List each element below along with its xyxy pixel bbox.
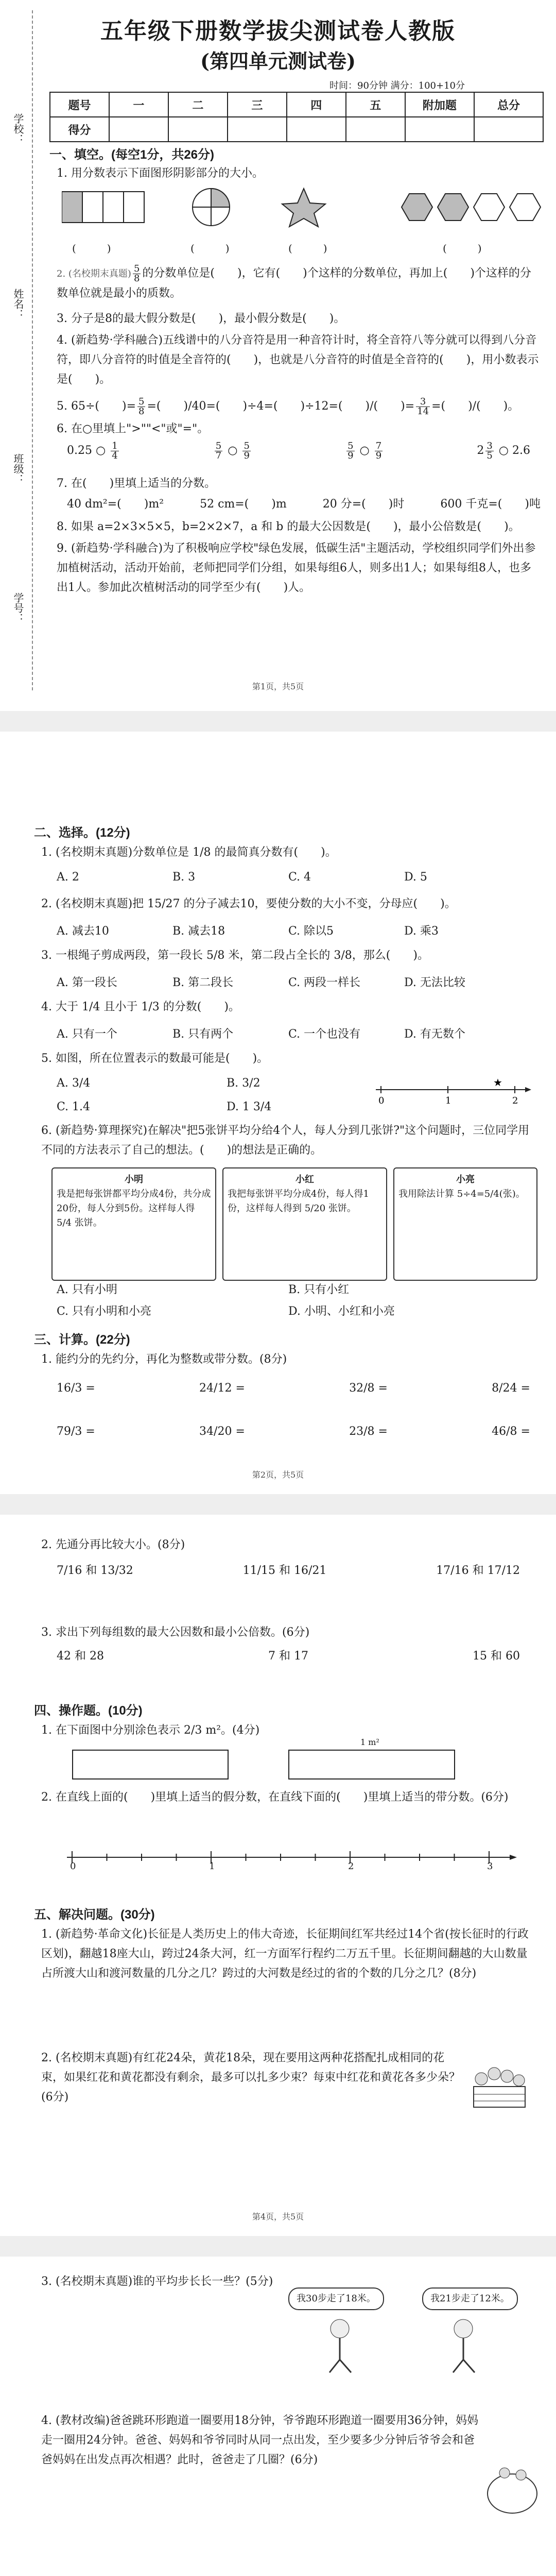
area-label: 1 m² — [360, 1737, 379, 1747]
option[interactable]: C. 两段一样长 — [288, 976, 361, 989]
q2-5-opt-b[interactable]: B. 3/2 — [227, 1077, 260, 1090]
section-4-title: 四、操作题。(10分) — [34, 1704, 143, 1718]
question-5-3: 3. (名校期末真题)谁的平均步长长一些？(5分) — [41, 2275, 273, 2288]
q2-5-opt-a[interactable]: A. 3/4 — [57, 1077, 91, 1090]
seat-label: 学号： — [12, 592, 23, 623]
question-2-4: 4. 大于 1/4 且小于 1/3 的分数( )。 — [41, 1001, 240, 1013]
q1-blank[interactable]: ( ) — [443, 242, 482, 255]
score-cell[interactable] — [109, 117, 168, 142]
hexagon-figures — [402, 194, 541, 221]
score-header: 附加题 — [405, 92, 474, 117]
question-2-6: 6. (新趋势·算理探究)在解决"把5张饼平均分给4个人，每人分到几张饼?"这个问题时，三位同学用不同的方法表示了自己的想法。( )的想法是正确的。 — [41, 1124, 530, 1157]
question-2-1: 1. (名校期末真题)分数单位是 1/8 的最简真分数有( )。 — [41, 846, 337, 859]
q5-part: =( )/( )。 — [431, 400, 519, 413]
question-1-5 — [57, 397, 541, 416]
svg-text:0: 0 — [378, 1095, 385, 1106]
speech-bubble-2: 我21步走了12米。 — [422, 2287, 518, 2310]
card-name: 小亮 — [456, 1174, 475, 1185]
option[interactable]: A. 只有小明 — [57, 1283, 117, 1296]
calc-row-1 — [57, 1379, 530, 1398]
card-name: 小明 — [125, 1174, 143, 1185]
question-1-3: 3. 分子是8的最大假分数是( )，最小假分数是( )。 — [57, 312, 345, 325]
option[interactable]: B. 只有两个 — [172, 1028, 234, 1041]
option[interactable]: A. 第一段长 — [57, 976, 117, 989]
compare-row — [67, 441, 530, 461]
option[interactable]: D. 有无数个 — [404, 1028, 465, 1041]
option[interactable]: C. 除以5 — [288, 925, 334, 938]
question-1-1: 1. 用分数表示下面图形阴影部分的大小。 — [57, 167, 264, 180]
score-cell[interactable] — [228, 117, 287, 142]
binding-line — [32, 10, 33, 690]
frac-pair: 7/16 和 13/32 — [57, 1564, 133, 1577]
fraction-figures — [62, 187, 546, 238]
option[interactable]: B. 3 — [172, 871, 196, 884]
num-pair: 15 和 60 — [473, 1650, 520, 1663]
calc-item: 8/24 = — [492, 1382, 530, 1395]
fraction-3-14: $\frac{3}{14}$ — [417, 396, 429, 417]
xiaoming-card — [51, 1167, 216, 1281]
compare-item: $\frac{5}{7}$ ○ $\frac{5}{9}$ — [215, 440, 250, 461]
unit-row — [67, 495, 541, 514]
frac-pair: 11/15 和 16/21 — [242, 1564, 327, 1577]
option[interactable]: C. 只有小明和小亮 — [57, 1305, 152, 1318]
question-3-2: 2. 先通分再比较大小。(8分) — [41, 1538, 185, 1551]
flower-basket-illustration — [463, 2056, 535, 2117]
section-3-title: 三、计算。(22分) — [34, 1333, 130, 1347]
school-label: 学校： — [12, 113, 23, 144]
number-line — [62, 1834, 525, 1880]
xiaoliang-card — [393, 1167, 537, 1281]
option[interactable]: D. 无法比较 — [404, 976, 465, 989]
card-text: 我是把每张饼都平均分成4份，共分成20份，每人分到5份。这样每人得 5/4 张饼。 — [57, 1189, 211, 1228]
svg-text:2: 2 — [512, 1095, 518, 1106]
star-figure — [282, 189, 325, 227]
section-1-title: 一、填空。(每空1分，共26分) — [49, 148, 215, 162]
score-header: 二 — [168, 92, 228, 117]
shade-rect-1[interactable] — [72, 1750, 229, 1780]
shade-rect-2[interactable] — [288, 1750, 455, 1780]
number-line-small — [371, 1077, 535, 1108]
score-header: 五 — [346, 92, 405, 117]
question-2-3: 3. 一根绳子剪成两段，第一段长 5/8 米，第二段占全长的 3/8，那么( )。 — [41, 949, 429, 962]
page-number: 第2页，共5页 — [252, 1470, 304, 1480]
score-table — [49, 92, 544, 142]
compare-item: $\frac{5}{9}$ ○ $\frac{7}{9}$ — [348, 440, 382, 461]
card-text: 我用除法计算 5÷4=5/4(张)。 — [398, 1189, 525, 1199]
question-5-1: 1. (新趋势·革命文化)长征是人类历史上的伟大奇迹，长征期间红军共经过14个省(按长征时的行政区划)，翻越18座大山，跨过24条大河，红一方面军行程约二万五千里。长征期间翻越的大山数量占所渡大山和渡河数量的几分之几？跨过的大河数是经过的省的个数的几分之几？(8分) — [41, 1928, 529, 1980]
q1-blank[interactable]: ( ) — [288, 242, 327, 255]
score-cell[interactable] — [168, 117, 228, 142]
calc-item: 24/12 = — [199, 1382, 245, 1395]
unit-item: 600 千克=( )吨 — [440, 498, 541, 511]
calc-row-2 — [57, 1422, 530, 1442]
speech-bubble-1: 我30步走了18米。 — [288, 2287, 384, 2310]
option[interactable]: B. 只有小红 — [288, 1283, 350, 1296]
gcd-row — [57, 1647, 520, 1666]
page-subtitle: (第四单元测试卷) — [200, 49, 356, 73]
q2-1-options — [57, 871, 520, 884]
svg-text:1: 1 — [445, 1095, 451, 1106]
calc-item: 32/8 = — [349, 1382, 388, 1395]
calc-item: 46/8 = — [492, 1425, 530, 1438]
nl-label: 1 — [209, 1861, 215, 1872]
runners-illustration — [484, 2458, 541, 2519]
section-5-title: 五、解决问题。(30分) — [34, 1908, 155, 1922]
name-label: 班级： — [12, 453, 23, 484]
compare-item: 0.25 ○ $\frac{1}{4}$ — [67, 440, 118, 461]
score-header: 三 — [228, 92, 287, 117]
xiaohong-card — [222, 1167, 387, 1281]
score-cell[interactable] — [287, 117, 346, 142]
score-cell[interactable] — [405, 117, 474, 142]
q2-5-opt-d[interactable]: D. 1 3/4 — [227, 1100, 272, 1113]
q5-part: =( )/40=( )÷4=( )÷12=( )/( )= — [147, 400, 415, 413]
calc-item: 23/8 = — [349, 1425, 388, 1438]
question-1-7: 7. 在( )里填上适当的分数。 — [57, 477, 216, 490]
option[interactable]: D. 小明、小红和小亮 — [288, 1305, 395, 1318]
q1-blank[interactable]: ( ) — [72, 242, 111, 255]
option[interactable]: C. 4 — [288, 871, 311, 884]
q2-text: 的分数单位是( )，它有( )个这样的分数单位，再加上( )个这样的分数单位就是最小的质数。 — [57, 267, 531, 300]
q2-tag: 2. (名校期末真题) — [57, 268, 131, 279]
children-illustration — [309, 2313, 525, 2375]
page-title: 五年级下册数学拔尖测试卷人教版 — [100, 18, 456, 44]
option[interactable]: B. 第二段长 — [172, 976, 234, 989]
question-2-2: 2. (名校期末真题)把 15/27 的分子减去10，要使分数的大小不变，分母应( )。 — [41, 897, 456, 910]
question-3-1: 1. 能约分的先约分，再化为整数或带分数。(8分) — [41, 1353, 287, 1366]
svg-text:★: ★ — [493, 1077, 502, 1089]
question-3-3: 3. 求出下列每组数的最大公因数和最小公倍数。(6分) — [41, 1626, 310, 1639]
score-header: 一 — [109, 92, 168, 117]
option[interactable]: D. 5 — [404, 871, 427, 884]
q1-blank[interactable]: ( ) — [190, 242, 230, 255]
class-label: 姓名： — [12, 289, 23, 319]
nl-label: 3 — [487, 1861, 493, 1872]
circle-figure — [193, 189, 230, 226]
option[interactable]: C. 一个也没有 — [288, 1028, 361, 1041]
q2-2-options — [57, 922, 520, 938]
rectangle-figure — [62, 192, 144, 223]
question-1-9: 9. (新趋势·学科融合)为了积极响应学校"绿色发展，低碳生活"主题活动，学校组织同学们外出参加植树活动，活动开始前，老师把同学们分组，如果每组6人，则多出1人；如果每组8人，也多出1人。参加此次植树活动的同学至少有( )人。 — [57, 542, 536, 594]
page-separator — [0, 711, 556, 732]
question-1-6: 6. 在○里填上">""<"或"="。 — [57, 422, 209, 435]
score-header: 题号 — [50, 92, 109, 117]
option[interactable]: A. 2 — [57, 871, 79, 884]
question-4-2: 2. 在直线上面的( )里填上适当的假分数，在直线下面的( )里填上适当的带分数。(6分) — [41, 1791, 509, 1804]
score-row-label: 得分 — [50, 117, 109, 142]
score-header: 四 — [287, 92, 346, 117]
q2-5-opt-c[interactable]: C. 1.4 — [57, 1100, 91, 1113]
option[interactable]: A. 只有一个 — [57, 1028, 117, 1041]
page-separator — [0, 2236, 556, 2257]
compare-fracs — [57, 1561, 520, 1581]
score-cell[interactable] — [474, 117, 543, 142]
card-name: 小红 — [296, 1174, 314, 1185]
question-1-2 — [57, 264, 541, 303]
calc-item: 16/3 = — [57, 1382, 95, 1395]
num-pair: 7 和 17 — [268, 1650, 308, 1663]
question-5-4: 4. (教材改编)爸爸跳环形跑道一圈要用18分钟，爷爷跑环形跑道一圈要用36分钟，妈妈走一圈用24分钟。爸爸、妈妈和爷爷同时从同一点出发，至少要多少分钟后爷爷会和爸爸妈妈在出发点再次相遇？此时，爸爸走了几圈？(6分) — [41, 2414, 479, 2466]
compare-item: 2 $\frac{3}{5}$ ○ 2.6 — [477, 440, 530, 461]
question-1-4: 4. (新趋势·学科融合)五线谱中的八分音符是用一种音符计时，将全音符八等分就可以得到八分音符，即八分音符的时值是全音符的( )，也就是八分音符的时值是全音符的( )，用小数表示是( )。 — [57, 334, 539, 386]
q2-6-options-2 — [57, 1302, 520, 1318]
page-number: 第1页，共5页 — [252, 682, 304, 691]
unit-item: 20 分=( )时 — [322, 498, 405, 511]
num-pair: 42 和 28 — [57, 1650, 104, 1663]
page-number: 第4页，共5页 — [252, 2212, 304, 2222]
time-info: 时间：90分钟 满分：100+10分 — [329, 80, 465, 91]
question-5-2: 2. (名校期末真题)有红花24朵，黄花18朵，现在要用这两种花搭配扎成相同的花束，如果红花和黄花都没有剩余，最多可以扎多少束？每束中红花和黄花各多少朵？(6分) — [41, 2052, 461, 2104]
frac-pair: 17/16 和 17/12 — [436, 1564, 520, 1577]
unit-item: 52 cm=( )m — [200, 498, 287, 511]
q2-3-options — [57, 974, 520, 990]
fraction-5-8: $\frac{5}{8}$ — [138, 396, 145, 417]
calc-item: 34/20 = — [199, 1425, 245, 1438]
q5-part: 5. 65÷( )= — [57, 400, 136, 413]
unit-item: 40 dm²=( )m² — [67, 498, 164, 511]
option[interactable]: D. 乘3 — [404, 925, 439, 938]
q2-4-options — [57, 1025, 520, 1041]
page-separator — [0, 1494, 556, 1515]
section-2-title: 二、选择。(12分) — [34, 826, 130, 840]
nl-label: 0 — [70, 1861, 76, 1872]
fraction-5-8: $\frac{5}{8}$ — [133, 263, 140, 284]
option[interactable]: A. 减去10 — [57, 925, 109, 938]
calc-item: 79/3 = — [57, 1425, 95, 1438]
q2-6-options-1 — [57, 1281, 520, 1297]
card-text: 我把每张饼平均分成4份，每人得1份，这样每人得到 5/20 张饼。 — [228, 1189, 369, 1214]
nl-label: 2 — [348, 1861, 354, 1872]
score-cell[interactable] — [346, 117, 405, 142]
option[interactable]: B. 减去18 — [172, 925, 225, 938]
score-header: 总分 — [474, 92, 543, 117]
question-1-8: 8. 如果 a=2×3×5×5，b=2×2×7，a 和 b 的最大公因数是( )，最小公倍数是( )。 — [57, 520, 520, 533]
question-4-1: 1. 在下面图中分别涂色表示 2/3 m²。(4分) — [41, 1724, 260, 1737]
question-2-5: 5. 如图，所在位置表示的数最可能是( )。 — [41, 1052, 269, 1065]
